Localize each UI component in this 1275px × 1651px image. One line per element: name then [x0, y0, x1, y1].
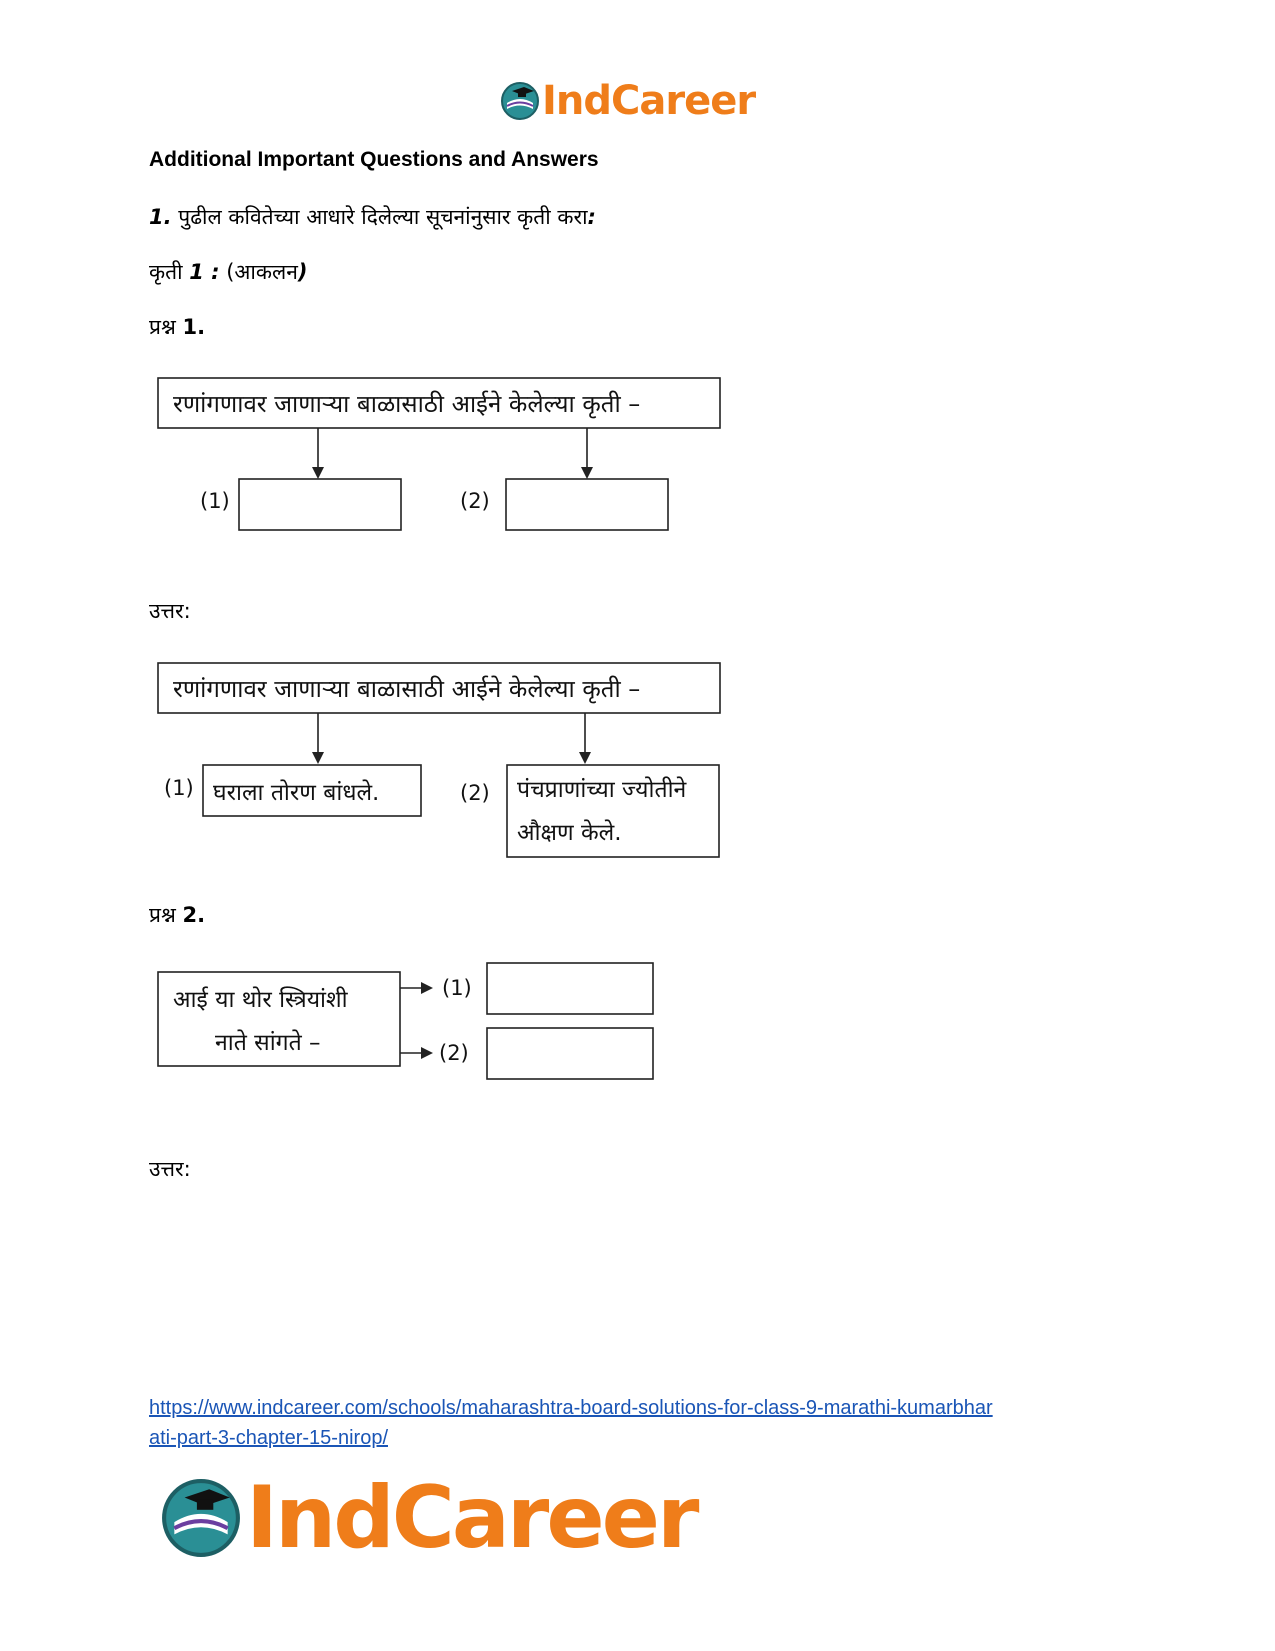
diagram1-label-1: (1): [200, 489, 230, 513]
diagram-question-1: [155, 375, 725, 535]
diagram3-line-2: नाते सांगते –: [215, 1030, 321, 1056]
diagram2-answer-1: घराला तोरण बांधले.: [213, 780, 380, 806]
answer-box-3: [487, 963, 653, 1014]
diagram2-answer-2-line-1: पंचप्राणांच्या ज्योतीने: [517, 777, 687, 803]
source-link-line-1[interactable]: https://www.indcareer.com/schools/maharashtra-board-solutions-for-class-9-marathi-kumarbhar: [149, 1397, 993, 1419]
diagram2-label-1: (1): [164, 776, 194, 800]
question-1: 1. पुढील कवितेच्या आधारे दिलेल्या सूचनांनुसार कृती करा:: [149, 205, 596, 229]
globe-book-icon: [500, 81, 540, 121]
diagram2-answer-2-line-2: औक्षण केले.: [517, 820, 622, 846]
brand-name-large: IndCareer: [246, 1468, 697, 1568]
source-link-line-2[interactable]: ati-part-3-chapter-15-nirop/: [149, 1427, 388, 1449]
indcareer-logo-top: [500, 78, 755, 124]
indcareer-logo-bottom: [160, 1468, 696, 1568]
diagram3-line-1: आई या थोर स्त्रियांशी: [173, 987, 348, 1013]
diagram3-label-2: (2): [439, 1041, 469, 1065]
answer-box-4: [487, 1028, 653, 1079]
diagram1-header: रणांगणावर जाणाऱ्या बाळासाठी आईने केलेल्या कृती –: [173, 390, 641, 418]
diagram1-label-2: (2): [460, 489, 490, 513]
answer-box-1: [239, 479, 401, 530]
uttar-2-label: उत्तर:: [149, 1157, 191, 1181]
prashna-1-label: प्रश्न 1.: [149, 315, 206, 339]
uttar-1-label: उत्तर:: [149, 599, 191, 623]
diagram-question-2: [155, 955, 675, 1085]
kruti-label: कृती 1 : (आकलन): [149, 260, 308, 284]
diagram3-label-1: (1): [442, 976, 472, 1000]
diagram2-label-2: (2): [460, 781, 490, 805]
section-heading: Additional Important Questions and Answers: [149, 148, 599, 171]
prashna-2-label: प्रश्न 2.: [149, 903, 206, 927]
question-1-text: पुढील कवितेच्या आधारे दिलेल्या सूचनांनुसार कृती करा: [171, 205, 588, 229]
diagram-answer-1: [155, 660, 725, 860]
brand-name: IndCareer: [542, 78, 756, 124]
globe-book-icon: [160, 1477, 242, 1559]
question-1-number: 1.: [149, 205, 172, 229]
diagram2-header: रणांगणावर जाणाऱ्या बाळासाठी आईने केलेल्या कृती –: [173, 675, 641, 703]
source-link[interactable]: [149, 1393, 1129, 1453]
answer-box-2: [506, 479, 668, 530]
